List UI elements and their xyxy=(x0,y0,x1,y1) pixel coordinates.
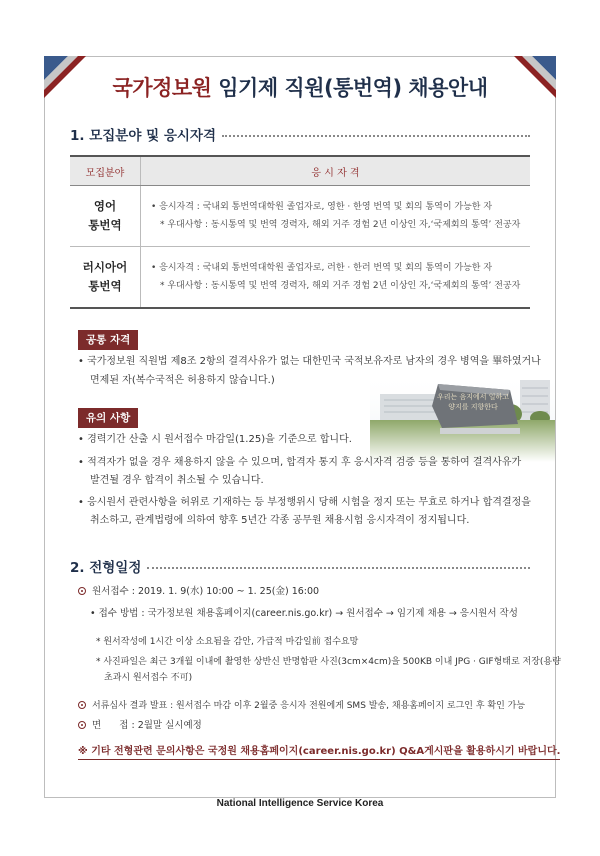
common-qualification-tag: 공통 자격 xyxy=(78,330,138,350)
preference-text: * 우대사항 : 동시통역 및 번역 경력자, 해외 거주 경험 2년 이상인 자,‘국제회의 통역’ 전공자 xyxy=(160,220,521,230)
table-row xyxy=(70,186,530,247)
common-qualification-line2: 면제된 자(복수국적은 허용하지 않습니다.) xyxy=(90,375,275,386)
section1-divider xyxy=(222,135,530,137)
notes-item-1: • 경력기간 산출 시 원서접수 마감일(1.25)을 기준으로 합니다. xyxy=(78,434,352,445)
page-title xyxy=(44,72,556,102)
qualification-cell xyxy=(141,186,531,247)
common-qualification-line1: • 국가정보원 직원법 제8조 2항의 결격사유가 없는 대한민국 국적보유자로 남자의 경우 병역을 畢하였거나 xyxy=(78,356,541,367)
footer-text: National Intelligence Service Korea xyxy=(207,798,394,809)
notes-item-3-line1: • 응시원서 관련사항을 허위로 기재하는 등 부정행위시 당해 시험을 정지 또는 무효로 하거나 합격결정을 xyxy=(78,497,531,508)
schedule-note-1: * 원서작성에 1시간 이상 소요됨을 감안, 가급적 마감일前 접수요망 xyxy=(96,637,359,647)
qualification-cell xyxy=(141,247,531,309)
table-header-field: 모집분야 xyxy=(70,156,141,186)
schedule-application xyxy=(78,584,319,600)
qualification-text: • 응시자격 : 국내외 통번역대학원 졸업자로, 영한 · 한영 번역 및 회의 통역이 가능한 자 xyxy=(151,202,493,212)
field-name: 러시아어 xyxy=(82,260,128,274)
qualification-table xyxy=(70,155,530,309)
schedule-note-2-line2: 초과시 원서접수 不可) xyxy=(104,673,193,683)
field-cell-russian xyxy=(70,247,141,309)
notes-item-2-line1: • 적격자가 없을 경우 채용하지 않을 수 있으며, 합격자 통지 후 응시자격 검증 등을 통하여 결격사유가 xyxy=(78,457,522,468)
section2-divider xyxy=(147,567,530,569)
preference-text: * 우대사항 : 동시통역 및 번역 경력자, 해외 거주 경험 2년 이상인 자,‘국제회의 통역’ 전공자 xyxy=(160,281,521,291)
nis-building-photo xyxy=(370,372,555,462)
schedule-method: • 접수 방법 : 국가정보원 채용홈페이지(career.nis.go.kr) → 원서접수 → 임기제 채용 → 응시원서 작성 xyxy=(90,608,518,619)
table-row xyxy=(70,247,530,309)
title-rest: 임기제 직원(통번역) 채용안내 xyxy=(211,76,488,100)
section1-heading-text: 1. 모집분야 및 응시자격 xyxy=(70,128,216,144)
field-name-sub: 통번역 xyxy=(88,218,122,232)
schedule-note-2-line1: * 사진파일은 최근 3개월 이내에 촬영한 상반신 반명함판 사진(3cm×4cm)을 500KB 이내 JPG · GIF형태로 저장(용량 xyxy=(96,657,561,667)
notes-item-2-line2: 발견될 경우 합격이 취소될 수 있습니다. xyxy=(90,475,264,486)
notes-tag: 유의 사항 xyxy=(78,408,138,428)
section2-heading xyxy=(70,556,530,576)
circle-bullet-icon xyxy=(78,721,86,729)
table-header-row xyxy=(70,156,530,186)
field-cell-english xyxy=(70,186,141,247)
monument-inscription: 우리는 음지에서 일하고 양지를 지향한다 xyxy=(436,393,510,411)
schedule-result xyxy=(78,698,525,714)
footer xyxy=(44,791,556,810)
field-name-sub: 통번역 xyxy=(88,279,122,293)
schedule-interview-text: 면 접 : 2월말 실시예정 xyxy=(92,720,202,731)
inquiry-notice: ※ 기타 전형관련 문의사항은 국정원 채용홈페이지(career.nis.go.kr) Q&A게시판을 활용하시기 바랍니다. xyxy=(78,742,560,760)
schedule-interview xyxy=(78,718,202,734)
schedule-result-text: 서류심사 결과 발표 : 원서접수 마감 이후 2월중 응시자 전원에게 SMS 발송, 채용홈페이지 로그인 후 확인 가능 xyxy=(92,701,526,711)
table-header-qualification: 응 시 자 격 xyxy=(141,156,531,186)
notes-item-3-line2: 취소하고, 관계법령에 의하여 향후 5년간 각종 공무원 채용시험 응시자격이 정지됩니다. xyxy=(90,515,470,526)
circle-bullet-icon xyxy=(78,587,86,595)
section2-heading-text: 2. 전형일정 xyxy=(70,560,142,576)
section1-heading xyxy=(70,124,530,144)
title-accent: 국가정보원 xyxy=(112,76,212,100)
circle-bullet-icon xyxy=(78,701,86,709)
qualification-text: • 응시자격 : 국내외 통번역대학원 졸업자로, 러한 · 한러 번역 및 회의 통역이 가능한 자 xyxy=(151,263,493,273)
schedule-application-text: 원서접수 : 2019. 1. 9(水) 10:00 ~ 1. 25(金) 16:00 xyxy=(92,586,320,597)
field-name: 영어 xyxy=(93,199,117,213)
